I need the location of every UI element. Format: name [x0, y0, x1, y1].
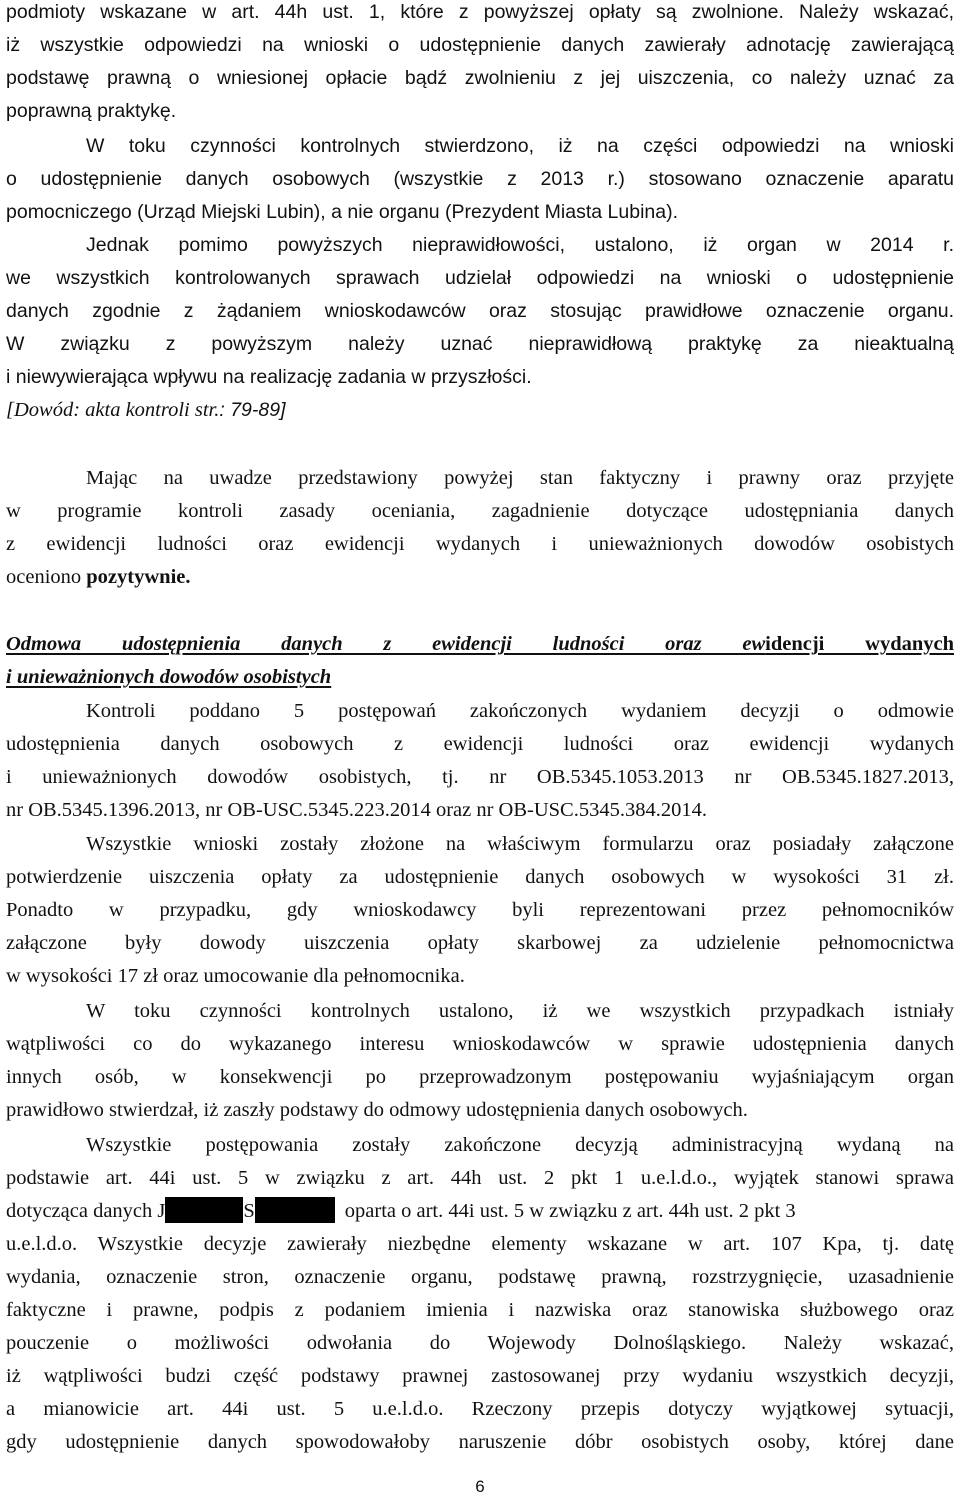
paragraph-line: nr OB.5345.1396.2013, nr OB-USC.5345.223.2014 oraz nr OB-USC.5345.384.2014. [6, 799, 707, 821]
paragraph-line: Ponadto w przypadku, gdy wnioskodawcy byli reprezentowani przez pełnomocników [6, 899, 954, 921]
paragraph-line: Kontroli poddano 5 postępowań zakończonych wydaniem decyzji o odmowie [86, 700, 954, 722]
section-heading-line-2: i unieważnionych dowodów osobistych [6, 666, 332, 688]
paragraph-line: poprawną praktykę. [6, 100, 177, 122]
paragraph-line: a mianowicie art. 44i ust. 5 u.e.l.d.o. Rzeczony przepis dotyczy wyjątkowej sytuacji, [6, 1398, 954, 1420]
heading-part-italic: Odmowa udostępnienia danych z ewidencji ludności oraz ew [6, 633, 766, 655]
paragraph-line: i niewywierająca wpływu na realizację zadania w przyszłości. [6, 366, 532, 388]
redaction-block [255, 1197, 335, 1223]
paragraph-line: Wszystkie postępowania zostały zakończone decyzją administracyjną wydaną na [86, 1134, 954, 1156]
paragraph-line: W toku czynności kontrolnych stwierdzono, iż na części odpowiedzi na wnioski [86, 135, 954, 157]
paragraph-line: w programie kontroli zasady oceniania, zagadnienie dotyczące udostępniania danych [6, 500, 954, 522]
paragraph-line: w wysokości 17 zł oraz umocowanie dla pełnomocnika. [6, 965, 465, 987]
paragraph-line: we wszystkich kontrolowanych sprawach udzielał odpowiedzi na wnioski o udostępnienie [6, 267, 954, 289]
redacted-line-after: oparta o art. 44i ust. 5 w związku z art. 44h ust. 2 pkt 3 [344, 1200, 796, 1222]
heading-part-bold: idencji wydanych [765, 633, 954, 655]
paragraph-line: udostępnienia danych osobowych z ewidencji ludności oraz ewidencji wydanych [6, 733, 954, 755]
paragraph-line: podstawie art. 44i ust. 5 w związku z art. 44h ust. 2 pkt 1 u.e.l.d.o., wyjątek stanowi sprawa [6, 1167, 954, 1189]
paragraph-line: prawidłowo stwierdzał, iż zaszły podstawy do odmowy udostępnienia danych osobowych. [6, 1099, 748, 1121]
redacted-line-before: dotycząca danych J [6, 1200, 166, 1222]
paragraph-line: danych zgodnie z żądaniem wnioskodawców oraz stosując prawidłowe oznaczenie organu. [6, 300, 954, 322]
paragraph-line: o udostępnienie danych osobowych (wszystkie z 2013 r.) stosowano oznaczenie aparatu [6, 168, 954, 190]
paragraph-line: innych osób, w konsekwencji po przeprowadzonym postępowaniu wyjaśniającym organ [6, 1066, 954, 1088]
paragraph-line: Mając na uwadze przedstawiony powyżej stan faktyczny i prawny oraz przyjęte [86, 467, 954, 489]
assessment-prefix: oceniono [6, 566, 87, 588]
paragraph-line: Wszystkie wnioski zostały złożone na właściwym formularzu oraz posiadały załączone [86, 833, 954, 855]
evidence-label: [Dowód: akta kontroli str. [6, 399, 220, 421]
page-number: 6 [475, 1477, 485, 1496]
paragraph-line: z ewidencji ludności oraz ewidencji wydanych i unieważnionych dowodów osobistych [6, 533, 954, 555]
assessment-conclusion [6, 561, 954, 593]
evidence-pages: : 79-89] [219, 399, 286, 421]
paragraph-line: W związku z powyższym należy uznać nieprawidłową praktykę za nieaktualną [6, 333, 954, 355]
assessment-verdict: pozytywnie. [86, 566, 191, 588]
paragraph-line: gdy udostępnienie danych spowodowałoby naruszenie dóbr osobistych osoby, której dane [6, 1431, 954, 1453]
evidence-reference [6, 394, 954, 426]
paragraph-line: iż wątpliwości budzi część podstawy prawnej zastosowanej przy wydaniu wszystkich decyzji, [6, 1365, 954, 1387]
paragraph-line: wydania, oznaczenie stron, oznaczenie organu, podstawę prawną, rozstrzygnięcie, uzasadnienie [6, 1266, 954, 1288]
paragraph-line: faktyczne i prawne, podpis z podaniem imienia i nazwiska oraz stanowiska służbowego oraz [6, 1299, 954, 1321]
redaction-block [165, 1197, 243, 1223]
section-heading [6, 628, 954, 660]
paragraph-line: podstawę prawną o wniesionej opłacie bądź zwolnieniu z jej uiszczenia, co należy uznać za [6, 67, 954, 89]
paragraph-line: pouczenie o możliwości odwołania do Wojewody Dolnośląskiego. Należy wskazać, [6, 1332, 954, 1354]
redacted-line-middle: S [243, 1200, 255, 1222]
paragraph-line: potwierdzenie uiszczenia opłaty za udostępnienie danych osobowych w wysokości 31 zł. [6, 866, 954, 888]
paragraph-line: załączone były dowody uiszczenia opłaty skarbowej za udzielenie pełnomocnictwa [6, 932, 954, 954]
paragraph-line: iż wszystkie odpowiedzi na wnioski o udostępnienie danych zawierały adnotację zawierającą [6, 34, 954, 56]
paragraph-line: i unieważnionych dowodów osobistych, tj. nr OB.5345.1053.2013 nr OB.5345.1827.2013, [6, 766, 954, 788]
paragraph-line: u.e.l.d.o. Wszystkie decyzje zawierały niezbędne elementy wskazane w art. 107 Kpa, tj. datę [6, 1233, 954, 1255]
paragraph-line: W toku czynności kontrolnych ustalono, iż we wszystkich przypadkach istniały [86, 1000, 954, 1022]
paragraph-line: wątpliwości co do wykazanego interesu wnioskodawców w sprawie udostępnienia danych [6, 1033, 954, 1055]
paragraph-line: pomocniczego (Urząd Miejski Lubin), a nie organu (Prezydent Miasta Lubina). [6, 201, 678, 223]
paragraph-line: podmioty wskazane w art. 44h ust. 1, które z powyższej opłaty są zwolnione. Należy wskazać, [6, 1, 954, 23]
paragraph-line: Jednak pomimo powyższych nieprawidłowości, ustalono, iż organ w 2014 r. [86, 234, 954, 256]
redacted-line [6, 1195, 954, 1227]
